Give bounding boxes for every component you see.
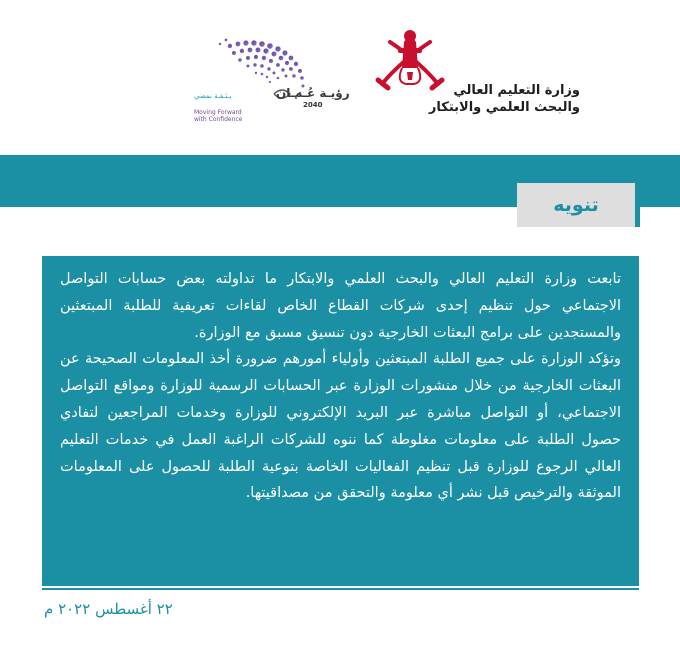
notice-body	[42, 256, 639, 586]
vision-tagline-en-line1: Moving Forward	[194, 109, 242, 116]
vision-tagline-ar: بـثـقـة نمضي	[194, 92, 232, 100]
vision-tagline-en-line2: with Confidence	[194, 116, 243, 123]
vision-year: 2040	[303, 101, 323, 109]
notice-date: ٢٢ أغسطس ٢٠٢٢ م	[44, 600, 173, 618]
notice-paragraph-2: وتؤكد الوزارة على جميع الطلبة المبتعثين وأولياء أمورهم ضرورة أخذ المعلومات الصحيحة عن البعثات الخارجية من خلال منشورات الوزارة عبر الحسابات الرسمية للوزارة ومواقع التواصل الاجتماعي، أو التواصل مباشرة عبر البريد الإلكتروني للوزارة وخدمات المراجعين لتفادي حصول الطلبة على معلومات مغلوطة كما ننوه للشركات الراغبة العمل في خدمات التعليم العالي الرجوع للوزارة قبل تنظيم الفعاليات الخاصة بتوعية الطلبة للحصول على المعلومات الموثقة والترخيص قبل نشر أي معلومة والتحقق من مصداقيتها.	[60, 351, 621, 502]
notice-title: تنويه	[553, 194, 599, 216]
notice-paragraph-1: تابعت وزارة التعليم العالي والبحث العلمي والابتكار ما تداولته بعض حسابات التواصل الاجتماعي حول تنظيم إحدى شركات القطاع الخاص لقاءات تعريفية للطلبة المبتعثين والمستجدين على برامج البعثات الخارجية دون تنسيق مسبق مع الوزارة.	[60, 271, 621, 341]
date-divider	[42, 588, 639, 590]
header	[0, 0, 680, 150]
ministry-name-line1: وزارة التعليم العالي	[453, 83, 580, 98]
notice-title-box	[517, 183, 640, 227]
vision-tagline-en	[194, 109, 242, 123]
ministry-name-line2: والبحث العلمي والابتكار	[428, 100, 580, 115]
vision-title: رؤيـة عُـمـان	[276, 86, 350, 100]
ministry-name	[430, 82, 580, 116]
